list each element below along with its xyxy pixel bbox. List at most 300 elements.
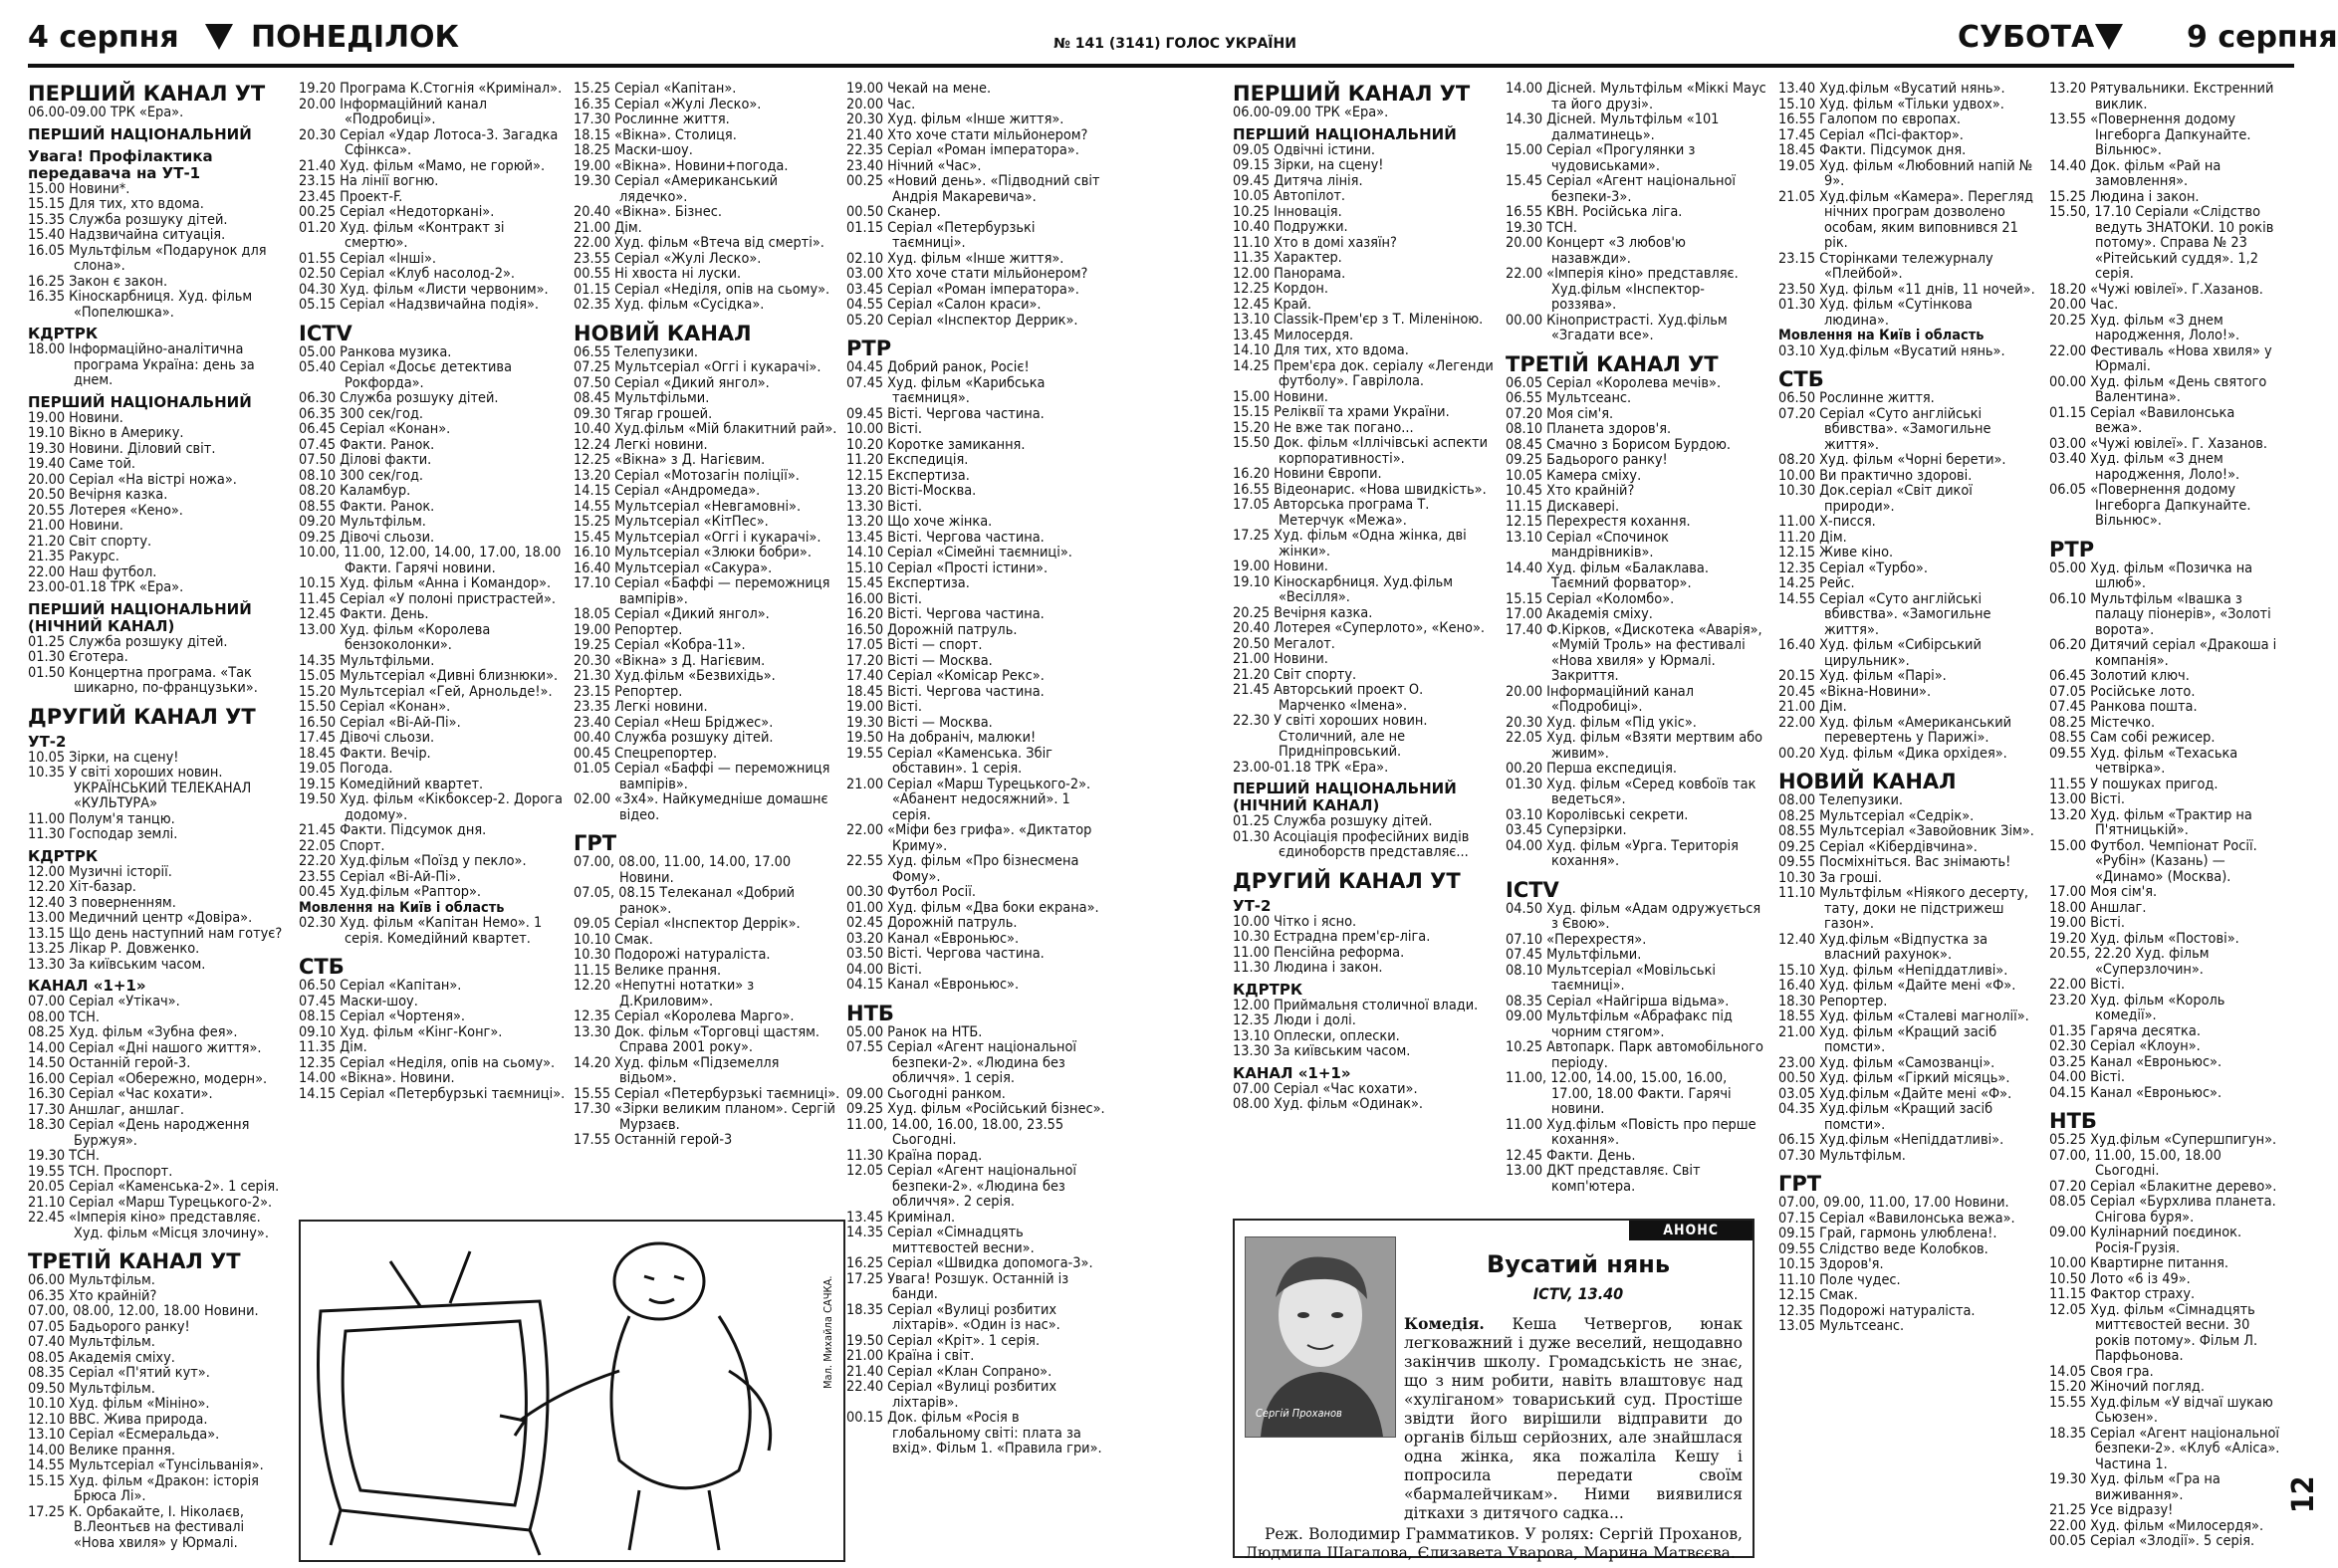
program-item: 00.15 Док. фільм «Росія в глобальному світі: плата за вхід». Фільм 1. «Правила гри». bbox=[846, 1410, 1102, 1456]
program-item: 06.20 Дитячий серіал «Дракоша і компанія». bbox=[2049, 637, 2277, 669]
channel-heading: НОВИЙ КАНАЛ bbox=[574, 321, 752, 345]
program-item: 22.55 Худ. фільм «Про бізнесмена Фому». bbox=[846, 853, 1079, 885]
program-item: 09.00 Мультфільм «Абрафакс під чорним стягом». bbox=[1506, 1008, 1733, 1040]
program-item: 14.10 Для тих, хто вдома. bbox=[1233, 342, 1409, 358]
program-item: 10.00 Ви практично здорові. bbox=[1778, 467, 1973, 484]
program-item: 23.15 Сторінками тележурналу «Плейбой». bbox=[1778, 250, 1993, 282]
program-item: 07.30 Мультфільм. bbox=[1778, 1147, 1906, 1164]
program-item: 09.30 Тягар грошей. bbox=[574, 405, 713, 422]
column-5 bbox=[1233, 82, 1494, 1113]
program-item: 11.15 Велике прання. bbox=[574, 962, 722, 979]
program-item: 12.15 Живе кіно. bbox=[1778, 545, 1894, 560]
program-item: 10.00 Квартирне питання. bbox=[2049, 1255, 2229, 1271]
program-item: 20.25 Вечірня казка. bbox=[1233, 604, 1373, 621]
program-item: 18.00 Інформаційно-аналітична програма Україна: день за днем. bbox=[28, 341, 255, 388]
program-item: 17.25 Увага! Розшук. Останній із банди. bbox=[846, 1270, 1069, 1302]
program-item: 14.20 Худ. фільм «Підземелля відьом». bbox=[574, 1054, 780, 1086]
program-item: 20.00 Час. bbox=[2049, 297, 2119, 313]
program-item: 07.45 Маски-шоу. bbox=[299, 993, 418, 1009]
program-item: 01.20 Худ. фільм «Контракт зі смертю». bbox=[299, 219, 505, 251]
program-item: 16.50 Дорожній патруль. bbox=[846, 621, 1018, 638]
program-item: 02.30 Серіал «Клоун». bbox=[2049, 1038, 2201, 1054]
program-item: 04.55 Серіал «Салон краси». bbox=[846, 297, 1042, 313]
program-item: 19.55 Серіал «Каменська. Збіг обставин». 1 серія. bbox=[846, 745, 1052, 777]
program-item: 13.45 Милосердя. bbox=[1233, 327, 1354, 343]
program-item: 02.30 Худ. фільм «Капітан Немо». 1 серія. Комедійний квартет. bbox=[299, 915, 543, 947]
column-6 bbox=[1506, 82, 1766, 1195]
program-item: 00.20 Перша експедиція. bbox=[1506, 761, 1677, 777]
program-item: 03.10 Королівські секрети. bbox=[1506, 806, 1689, 823]
program-item: 13.30 За київським часом. bbox=[28, 956, 206, 973]
program-item: 08.55 Факти. Ранок. bbox=[299, 498, 435, 515]
program-item: 21.00 Худ. фільм «Кращий засіб помсти». bbox=[1778, 1023, 1997, 1055]
program-item: 08.05 Серіал «Бурхлива планета. Снігова буря». bbox=[2049, 1194, 2276, 1226]
program-item: 19.00 Чекай на мене. bbox=[846, 81, 992, 97]
program-item: 07.05, 08.15 Телеканал «Добрий ранок». bbox=[574, 885, 796, 917]
program-item: 11.35 Дім. bbox=[299, 1039, 367, 1055]
program-item: 07.25 Мультсеріал «Оггі і кукарачі». bbox=[574, 359, 821, 375]
program-item: 06.50 Рослинне життя. bbox=[1778, 390, 1935, 406]
program-item: 10.20 Коротке замикання. bbox=[846, 436, 1026, 453]
program-item: 11.00 Полум'я танцю. bbox=[28, 810, 175, 827]
program-item: 10.00 Чітко і ясно. bbox=[1233, 913, 1357, 930]
program-item: 23.50 Худ. фільм «11 днів, 11 ночей». bbox=[1778, 281, 2035, 298]
program-item: 06.55 Телепузики. bbox=[574, 343, 699, 360]
program-item: Мовлення на Київ і область bbox=[299, 899, 505, 916]
program-item: 04.45 Добрий ранок, Росіє! bbox=[846, 359, 1030, 375]
program-item: 08.20 Худ. фільм «Чорні берети». bbox=[1778, 452, 2006, 468]
program-item: 18.30 Серіал «День народження Буржуя». bbox=[28, 1117, 250, 1149]
program-item: 22.05 Худ. фільм «Взяти мертвим або живим». bbox=[1506, 730, 1763, 762]
program-item: 20.45 «Вікна-Новини». bbox=[1778, 683, 1932, 700]
program-item: 20.50 Вечірня казка. bbox=[28, 487, 168, 503]
program-item: 15.25 Серіал «Капітан». bbox=[574, 81, 737, 97]
program-item: 15.25 Мультсеріал «КітПес». bbox=[574, 514, 769, 530]
program-item: 00.25 Серіал «Недоторкані». bbox=[299, 204, 495, 220]
program-item: 19.10 Вікно в Америку. bbox=[28, 425, 184, 441]
program-item: 15.10 Худ. фільм «Тільки удвох». bbox=[1778, 96, 2004, 112]
program-item: 01.15 Серіал «Петербурзькі таємниці». bbox=[846, 219, 1036, 251]
program-item: 04.00 Худ. фільм «Урга. Територія кохання». bbox=[1506, 837, 1739, 869]
program-item: 21.00 Дім. bbox=[574, 219, 642, 236]
program-item: 09.45 Вісті. Чергова частина. bbox=[846, 405, 1045, 422]
program-item: 19.30 ТСН. bbox=[28, 1148, 100, 1164]
column-7 bbox=[1778, 82, 2039, 1335]
program-item: 11.55 У пошуках пригод. bbox=[2049, 776, 2219, 792]
program-item: 04.00 Вісті. bbox=[846, 961, 923, 978]
program-item: 15.15 Худ. фільм «Дракон: історія Брюса Лі». bbox=[28, 1472, 259, 1504]
program-item: 18.35 Серіал «Агент національної безпеки-2». «Клуб «Аліса». Частина 1. bbox=[2049, 1425, 2280, 1472]
subchannel-heading: ПЕРШИЙ НАЦІОНАЛЬНИЙ bbox=[1233, 124, 1457, 143]
channel-heading: СТБ bbox=[299, 955, 345, 979]
program-item: 18.25 Маски-шоу. bbox=[574, 142, 693, 158]
program-item: 15.10 Серіал «Прості істини». bbox=[846, 560, 1049, 576]
program-item: 08.35 Серіал «П'ятий кут». bbox=[28, 1365, 210, 1381]
subchannel-heading: ПЕРШИЙ НАЦІОНАЛЬНИЙ bbox=[28, 392, 252, 411]
program-item: 06.35 300 сек/год. bbox=[299, 405, 424, 422]
program-item: 22.00 Худ. фільм «Милосердя». bbox=[2049, 1517, 2264, 1534]
program-item: 16.25 Серіал «Швидка допомога-3». bbox=[846, 1255, 1093, 1271]
program-item: 10.30 За гроші. bbox=[1778, 869, 1883, 886]
program-item: 21.40 Серіал «Клан Сопрано». bbox=[846, 1363, 1052, 1380]
program-item: 00.00 Кінопристрасті. Худ.фільм «Згадати все». bbox=[1506, 312, 1728, 343]
channel-heading: РТР bbox=[2049, 537, 2095, 561]
program-item: 07.05 Російське лото. bbox=[2049, 683, 2196, 700]
program-item: 20.00 Інформаційний канал «Подробиці». bbox=[299, 96, 488, 127]
page-number: 12 bbox=[2286, 1475, 2321, 1513]
triangle-down-icon bbox=[2095, 24, 2123, 50]
program-item: 12.35 Серіал «Неділя, опів на сьому». bbox=[299, 1054, 556, 1071]
subchannel-heading: КАНАЛ «1+1» bbox=[1233, 1063, 1351, 1082]
program-item: 14.25 Прем'єра док. серіалу «Легенди футболу». Гаврілола. bbox=[1233, 357, 1494, 389]
channel-heading: ДРУГИЙ КАНАЛ УТ bbox=[28, 704, 256, 729]
program-item: 00.30 Футбол Росії. bbox=[846, 884, 976, 900]
program-item: 21.20 Світ спорту. bbox=[28, 533, 152, 550]
program-item: 14.05 Своя гра. bbox=[2049, 1363, 2154, 1380]
program-item: 11.10 Поле чудес. bbox=[1778, 1271, 1901, 1288]
program-item: 06.45 Золотий ключ. bbox=[2049, 668, 2190, 684]
channel-heading: ДРУГИЙ КАНАЛ УТ bbox=[1233, 868, 1461, 893]
program-item: 22.45 «Імперія кіно» представляє. Худ. фільм «Місця злочину». bbox=[28, 1210, 269, 1241]
program-item: 05.00 Ранкова музика. bbox=[299, 343, 452, 360]
program-item: 01.30 Єготера. bbox=[28, 649, 128, 665]
program-item: 04.50 Худ. фільм «Адам одружується з Євою». bbox=[1506, 900, 1761, 932]
photo-caption: Сергій Проханов bbox=[1256, 1407, 1342, 1420]
program-item: 00.45 Худ.фільм «Раптор». bbox=[299, 884, 482, 900]
program-item: 17.45 Дівочі сльози. bbox=[299, 730, 435, 746]
program-item: 20.00 Час. bbox=[846, 96, 916, 112]
program-item: 08.00 Телепузики. bbox=[1778, 792, 1904, 808]
program-item: 16.30 Серіал «Час кохати». bbox=[28, 1086, 213, 1102]
program-item: 12.40 З поверненням. bbox=[28, 894, 176, 911]
program-item: 12.25 «Вікна» з Д. Нагієвим. bbox=[574, 452, 766, 468]
program-item: 09.10 Худ. фільм «Кінг-Конг». bbox=[299, 1023, 503, 1040]
program-item: 00.40 Служба розшуку дітей. bbox=[574, 730, 774, 746]
program-item: 19.55 ТСН. Проспорт. bbox=[28, 1163, 173, 1180]
program-item: 02.10 Худ. фільм «Інше життя». bbox=[846, 250, 1064, 267]
program-item: 23.20 Худ. фільм «Король комедії». bbox=[2049, 992, 2225, 1023]
program-item: 08.10 Мультсеріал «Мовільські таємниці». bbox=[1506, 962, 1716, 994]
program-item: 18.45 Факти. Вечір. bbox=[299, 745, 431, 762]
subchannel-heading: КДРТРК bbox=[1233, 980, 1303, 999]
program-item: 00.05 Серіал «Злодії». 5 серія. bbox=[2049, 1533, 2255, 1549]
program-item: 20.05 Серіал «Каменська-2». 1 серія. bbox=[28, 1179, 280, 1195]
program-item: 04.15 Канал «Евроньюс». bbox=[846, 977, 1020, 993]
cartoon-credit: Мал. Михайла САЧКА. bbox=[821, 1275, 834, 1389]
program-item: 15.40 Надзвичайна ситуація. bbox=[28, 227, 226, 243]
program-item: 05.40 Серіал «Досьє детектива Рокфорда». bbox=[299, 359, 512, 391]
program-item: 00.55 Ні хвоста ні луски. bbox=[574, 266, 742, 282]
program-item: 08.00 ТСН. bbox=[28, 1008, 100, 1025]
program-item: 18.35 Серіал «Вулиці розбитих ліхтарів». «Один із нас». bbox=[846, 1301, 1060, 1333]
program-item: 10.50 Лото «6 із 49». bbox=[2049, 1270, 2191, 1287]
program-item: 10.30 Естрадна прем'єр-ліга. bbox=[1233, 929, 1431, 945]
program-item: 14.55 Серіал «Суто англійські вбивства». «Замогильне життя». bbox=[1778, 590, 1991, 638]
program-item: 06.55 Мультсеанс. bbox=[1506, 390, 1632, 406]
program-item: 19.00 Новини. bbox=[28, 409, 123, 426]
program-item: 10.00 Вісті. bbox=[846, 421, 923, 437]
program-item: 10.05 Автопілот. bbox=[1233, 188, 1346, 204]
program-item: 21.00 Серіал «Марш Турецького-2». «Абанент недосяжний». 1 серія. bbox=[846, 776, 1091, 823]
program-item: 12.40 Худ.фільм «Відпустка за власний рахунок». bbox=[1778, 931, 1988, 963]
program-item: 17.55 Останній герой-3 bbox=[574, 1132, 733, 1148]
program-item: 11.45 Серіал «У полоні пристрастей». bbox=[299, 590, 556, 607]
program-item: 12.00 Приймальня столичної влади. bbox=[1233, 997, 1479, 1013]
program-item: 00.00 Худ. фільм «День святого Валентина». bbox=[2049, 373, 2267, 405]
program-item: 23.15 Репортер. bbox=[574, 683, 683, 700]
program-item: 15.20 Не вже так погано... bbox=[1233, 419, 1414, 436]
program-item: 11.10 Хто в домі хазяїн? bbox=[1233, 234, 1397, 251]
program-item: 23.00-01.18 ТРК «Ера». bbox=[28, 579, 184, 595]
header-rule bbox=[28, 64, 2294, 68]
program-item: 11.20 Експедиція. bbox=[846, 452, 969, 468]
program-item: 16.10 Мультсеріал «Злюки бобри». bbox=[574, 545, 812, 560]
program-item: 22.00 Фестиваль «Нова хвиля» у Юрмалі. bbox=[2049, 342, 2272, 374]
program-item: 19.50 Серіал «Кріт». 1 серія. bbox=[846, 1332, 1041, 1349]
program-item: 17.40 Ф.Кірков, «Дискотека «Аварія», «Мумій Троль» на фестивалі «Нова хвиля» у Юрмалі. Закриття. bbox=[1506, 621, 1762, 684]
program-item: 01.15 Серіал «Неділя, опів на сьому». bbox=[574, 281, 830, 298]
program-item: 18.00 Аншлаг. bbox=[2049, 899, 2147, 916]
program-item: 23.55 Серіал «Ві-Ай-Пі». bbox=[299, 868, 461, 885]
channel-heading: НТБ bbox=[846, 1001, 894, 1025]
program-item: 20.00 Серіал «На вістрі ножа». bbox=[28, 471, 237, 488]
channel-heading: НТБ bbox=[2049, 1109, 2097, 1133]
program-item: 22.35 Серіал «Роман імператора». bbox=[846, 142, 1079, 158]
program-item: 20.55, 22.20 Худ. фільм «Суперзлочин». bbox=[2049, 946, 2210, 978]
program-item: 13.30 Док. фільм «Торговці щастям. Справа 2001 року». bbox=[574, 1023, 819, 1055]
left-date: 4 серпня bbox=[28, 20, 179, 55]
program-item: 10.30 Подорожі натураліста. bbox=[574, 947, 771, 963]
program-item: 05.00 Худ. фільм «Позичка на шлюб». bbox=[2049, 560, 2253, 591]
triangle-down-icon bbox=[205, 24, 233, 50]
program-item: 21.10 Серіал «Марш Турецького-2». bbox=[28, 1194, 273, 1211]
program-item: 07.20 Моя сім'я. bbox=[1506, 405, 1614, 422]
program-item: 12.05 Худ. фільм «Сімнадцять миттєвостей весни. 30 років потому». Фільм Л. Парфьонова. bbox=[2049, 1301, 2258, 1364]
program-item: 07.45 Худ. фільм «Карибська таємниця». bbox=[846, 374, 1046, 406]
program-item: 02.50 Серіал «Клуб насолод-2». bbox=[299, 266, 515, 282]
program-item: 11.20 Дім. bbox=[1778, 529, 1847, 546]
program-item: 08.35 Серіал «Найгірша відьма». bbox=[1506, 993, 1730, 1009]
program-item: 07.00, 08.00, 11.00, 14.00, 17.00 Новини. bbox=[574, 854, 792, 886]
program-item: 06.50 Серіал «Капітан». bbox=[299, 978, 462, 994]
program-item: 13.20 Що хоче жінка. bbox=[846, 514, 993, 530]
channel-heading: НОВИЙ КАНАЛ bbox=[1778, 770, 1957, 793]
program-item: 19.00 Репортер. bbox=[574, 621, 683, 638]
program-item: 00.25 «Новий день». «Підводний світ Андрія Макаревича». bbox=[846, 173, 1100, 205]
program-item: 13.30 За київським часом. bbox=[1233, 1043, 1411, 1059]
program-item: 20.30 Худ. фільм «Під укіс». bbox=[1506, 714, 1697, 731]
program-item: 00.20 Худ. фільм «Дика орхідея». bbox=[1778, 745, 2007, 762]
program-item: 02.45 Дорожній патруль. bbox=[846, 915, 1018, 931]
program-item: 13.25 Лікар Р. Довженко. bbox=[28, 941, 200, 957]
channel-heading: ГРТ bbox=[574, 831, 617, 855]
program-item: 03.40 Худ. фільм «З днем народження, Лоло!». bbox=[2049, 451, 2240, 483]
program-item: 14.55 Мультсеріал «Невгамовні». bbox=[574, 498, 802, 515]
program-item: 06.05 «Повернення додому Інгеборга Дапкунайте. Вільнюс». bbox=[2049, 482, 2251, 529]
program-item: 21.00 Дім. bbox=[1778, 699, 1847, 715]
program-item: 18.05 Серіал «Дикий янгол». bbox=[574, 606, 770, 622]
issue-info: № 141 (3141) ГОЛОС УКРАЇНИ bbox=[1053, 36, 1296, 52]
program-item: 11.00 Пенсійна реформа. bbox=[1233, 944, 1405, 961]
subchannel-heading: ПЕРШИЙ НАЦІОНАЛЬНИЙ (НІЧНИЙ КАНАЛ) bbox=[1233, 780, 1457, 814]
program-item: 14.00 Дісней. Мультфільм «Міккі Маус та його друзі». bbox=[1506, 81, 1766, 112]
subchannel-heading: УТ-2 bbox=[1233, 896, 1272, 915]
program-item: 07.00 Серіал «Утікач». bbox=[28, 994, 180, 1009]
program-item: 07.00 Серіал «Час кохати». bbox=[1233, 1080, 1418, 1097]
anons-body bbox=[1245, 1314, 1743, 1563]
program-item: 16.00 Серіал «Обережно, модерн». bbox=[28, 1070, 268, 1087]
program-item: 12.35 Люди і долі. bbox=[1233, 1012, 1356, 1028]
program-item: 06.15 Худ.фільм «Непіддатливі». bbox=[1778, 1132, 2004, 1148]
program-item: 21.00 Країна і світ. bbox=[846, 1348, 975, 1364]
program-item: 19.20 Худ. фільм «Постові». bbox=[2049, 930, 2239, 947]
program-item: 07.20 Серіал «Суто англійські вбивства». «Замогильне життя». bbox=[1778, 405, 1991, 453]
program-item: 05.00 Ранок на НТБ. bbox=[846, 1023, 983, 1040]
program-item: 21.00 Новини. bbox=[28, 518, 123, 534]
program-item: 14.50 Останній герой-3. bbox=[28, 1055, 191, 1071]
program-item: 11.15 Дискавері. bbox=[1506, 498, 1620, 515]
program-item: 19.00 «Вікна». Новини+погода. bbox=[574, 157, 789, 174]
program-item: 10.10 Худ. фільм «Мініно». bbox=[28, 1396, 210, 1412]
program-item: 12.35 Подорожі натураліста. bbox=[1778, 1302, 1976, 1319]
program-item: 13.15 Що день наступний нам готує? bbox=[28, 925, 283, 942]
program-item: 19.40 Саме той. bbox=[28, 456, 135, 472]
program-item: 15.15 Реліквії та храми України. bbox=[1233, 404, 1450, 420]
program-item: 20.30 «Вікна» з Д. Нагієвим. bbox=[574, 652, 766, 669]
program-item: 03.20 Канал «Евроньюс». bbox=[846, 930, 1020, 947]
program-item: 03.50 Вісті. Чергова частина. bbox=[846, 946, 1045, 962]
column-2 bbox=[299, 82, 566, 1102]
program-item: 20.30 Серіал «Удар Лотоса-3. Загадка Сфінкса». bbox=[299, 126, 559, 158]
program-item: 10.30 Док.серіал «Світ дикої природи». bbox=[1778, 483, 1973, 515]
program-item: 21.35 Ракурс. bbox=[28, 549, 119, 564]
subchannel-heading: КДРТРК bbox=[28, 325, 99, 342]
program-item: 06.45 Серіал «Конан». bbox=[299, 421, 451, 437]
program-item: 11.00 Худ.фільм «Повість про перше кохання». bbox=[1506, 1116, 1756, 1148]
program-item: 23.00-01.18 ТРК «Ера». bbox=[1233, 759, 1389, 776]
program-item: 03.00 «Чужі ювілеї». Г. Хазанов. bbox=[2049, 435, 2267, 452]
program-item: 13.20 Рятувальники. Екстренний виклик. bbox=[2049, 81, 2274, 112]
program-item: 19.05 Худ. фільм «Любовний напій № 9». bbox=[1778, 157, 2033, 189]
program-item: 15.50, 17.10 Серіали «Слідство ведуть ЗНАТОКИ. 10 років потому». Справа № 23 «Рітейський суддя». 1,2 серія. bbox=[2049, 204, 2274, 282]
program-item: 14.15 Серіал «Петербурзькі таємниці». bbox=[299, 1085, 566, 1102]
program-item: 23.40 Серіал «Неш Бріджес». bbox=[574, 714, 774, 731]
program-item: 19.00 Новини. bbox=[1233, 559, 1328, 574]
program-item: 19.05 Погода. bbox=[299, 761, 393, 777]
program-item: 20.50 Мегалот. bbox=[1233, 635, 1335, 652]
program-item: 11.00, 14.00, 16.00, 18.00, 23.55 Сьогодні. bbox=[846, 1116, 1064, 1148]
program-item: 11.10 Мультфільм «Ніякого десерту, тату, доки не підстрижеш газон». bbox=[1778, 885, 2029, 932]
program-item: 18.45 Вісті. Чергова частина. bbox=[846, 683, 1045, 700]
program-item: 15.50 Серіал «Конан». bbox=[299, 699, 451, 715]
program-item: 10.05 Зірки, на сцену! bbox=[28, 749, 179, 766]
program-item: 01.15 Серіал «Вавилонська вежа». bbox=[2049, 404, 2235, 436]
channel-heading: ГРТ bbox=[1778, 1172, 1822, 1196]
program-item: 07.40 Мультфільм. bbox=[28, 1334, 155, 1350]
channel-heading: РТР bbox=[846, 336, 892, 360]
program-item: 18.45 Факти. Підсумок дня. bbox=[1778, 142, 1967, 158]
program-item: 07.45 Мультфільми. bbox=[1506, 947, 1642, 963]
program-item: 19.00 Вісті. bbox=[2049, 915, 2126, 931]
program-item: 21.05 Худ.фільм «Камера». Перегляд нічних програм дозволено особам, яким виповнився 21 рік. bbox=[1778, 188, 2033, 251]
program-item: 16.25 Закон є закон. bbox=[28, 273, 168, 290]
program-item: 14.35 Серіал «Сімнадцять миттєвостей весни». bbox=[846, 1225, 1035, 1256]
program-item: 16.35 Кіноскарбниця. Худ. фільм «Попелюшка». bbox=[28, 289, 253, 321]
subchannel-heading: ПЕРШИЙ НАЦІОНАЛЬНИЙ bbox=[28, 124, 252, 143]
program-item: 19.25 Серіал «Кобра-11». bbox=[574, 637, 746, 653]
program-item: 15.05 Мультсеріал «Дивні близнюки». bbox=[299, 668, 559, 684]
program-item: 15.35 Служба розшуку дітей. bbox=[28, 211, 228, 228]
program-item: 09.25 Дівочі сльози. bbox=[299, 529, 435, 546]
program-item: 13.10 Classik-Прем'єр з Т. Міленіною. bbox=[1233, 312, 1484, 328]
program-item: 17.05 Вісті — спорт. bbox=[846, 637, 983, 653]
program-item: 17.25 К. Орбакайте, І. Ніколаєв, В.Леонтьєв на фестивалі «Нова хвиля» у Юрмалі. bbox=[28, 1503, 245, 1551]
program-item: 08.20 Каламбур. bbox=[299, 483, 411, 499]
program-item: 13.40 Худ.фільм «Вусатий нянь». bbox=[1778, 81, 2005, 97]
subchannel-heading: КДРТРК bbox=[28, 846, 99, 865]
program-item: 19.00 Вісті. bbox=[846, 699, 923, 715]
program-item: 14.35 Мультфільми. bbox=[299, 652, 435, 669]
program-item: 17.20 Вісті — Москва. bbox=[846, 652, 993, 669]
program-item: 16.55 Відеонарис. «Нова швидкість». bbox=[1233, 481, 1487, 498]
subchannel-heading: КАНАЛ «1+1» bbox=[28, 977, 146, 995]
program-item: 06.00 Мультфільм. bbox=[28, 1272, 155, 1288]
program-item: 11.00 Х-писся. bbox=[1778, 514, 1876, 530]
program-item: 10.05 Камера сміху. bbox=[1506, 467, 1642, 484]
program-item: 03.00 Хто хоче стати мільйонером? bbox=[846, 266, 1088, 282]
channel-heading: СТБ bbox=[1778, 367, 1824, 391]
program-item: 19.50 Худ. фільм «Кікбоксер-2. Дорога додому». bbox=[299, 791, 563, 823]
program-item: 20.00 Концерт «З любов'ю назавжди». bbox=[1506, 235, 1686, 267]
program-item: 15.00 Футбол. Чемпіонат Росії. «Рубін» (Казань) — «Динамо» (Москва). bbox=[2049, 837, 2257, 885]
program-item: 12.15 Перехрестя кохання. bbox=[1506, 514, 1691, 530]
program-item: 08.25 Містечко. bbox=[2049, 714, 2156, 731]
program-item: 21.45 Авторський проект О. Марченко «Імена». bbox=[1233, 682, 1424, 714]
program-item: 16.55 Галопом по європах. bbox=[1778, 112, 1961, 127]
program-item: 17.30 Рослинне життя. bbox=[574, 112, 730, 127]
program-item: 16.40 Худ. фільм «Дайте мені «Ф». bbox=[1778, 978, 2016, 994]
channel-heading: ПЕРШИЙ КАНАЛ УТ bbox=[28, 82, 266, 106]
program-item: 07.20 Серіал «Блакитне дерево». bbox=[2049, 1178, 2277, 1195]
program-item: Мовлення на Київ і область bbox=[1778, 328, 1985, 343]
program-item: 03.45 Суперзірки. bbox=[1506, 822, 1627, 838]
program-item: 15.10 Худ. фільм «Непіддатливі». bbox=[1778, 962, 2008, 979]
program-item: 15.15 Для тих, хто вдома. bbox=[28, 196, 204, 212]
program-item: 21.00 Новини. bbox=[1233, 651, 1328, 667]
column-1 bbox=[28, 82, 289, 1551]
program-item: 07.50 Серіал «Дикий янгол». bbox=[574, 374, 770, 391]
program-item: 13.20 Худ. фільм «Трактир на П'ятницькій». bbox=[2049, 806, 2252, 838]
program-item: 01.25 Служба розшуку дітей. bbox=[1233, 813, 1433, 829]
program-item: 04.30 Худ. фільм «Листи червоним». bbox=[299, 281, 549, 298]
program-item: 11.30 Країна порад. bbox=[846, 1147, 983, 1164]
program-item: 17.10 Серіал «Баффі — переможниця вампірів». bbox=[574, 575, 830, 607]
program-item: 07.45 Факти. Ранок. bbox=[299, 436, 435, 453]
program-item: 16.35 Серіал «Жулі Леско». bbox=[574, 96, 762, 112]
program-item: 15.15 Серіал «Коломбо». bbox=[1506, 590, 1675, 607]
program-item: 20.55 Лотерея «Кено». bbox=[28, 502, 183, 519]
program-item: 20.15 Худ. фільм «Парі». bbox=[1778, 668, 1947, 684]
program-item: 08.25 Мультсеріал «Седрік». bbox=[1778, 807, 1975, 824]
program-item: 04.00 Вісті. bbox=[2049, 1069, 2126, 1085]
program-item: 19.30 Худ. фільм «Гра на виживання». bbox=[2049, 1471, 2221, 1503]
program-item: 10.35 У світі хороших новин. УКРАЇНСЬКИЙ ТЕЛЕКАНАЛ «КУЛЬТУРА» bbox=[28, 765, 252, 811]
program-item: 16.05 Мультфільм «Подарунок для слона». bbox=[28, 242, 267, 274]
program-item: 16.00 Вісті. bbox=[846, 590, 923, 607]
channel-heading: ПЕРШИЙ КАНАЛ УТ bbox=[1233, 82, 1471, 106]
right-day: СУБОТА bbox=[1958, 20, 2095, 55]
program-item: 09.25 Худ. фільм «Російський бізнес». bbox=[846, 1101, 1105, 1117]
